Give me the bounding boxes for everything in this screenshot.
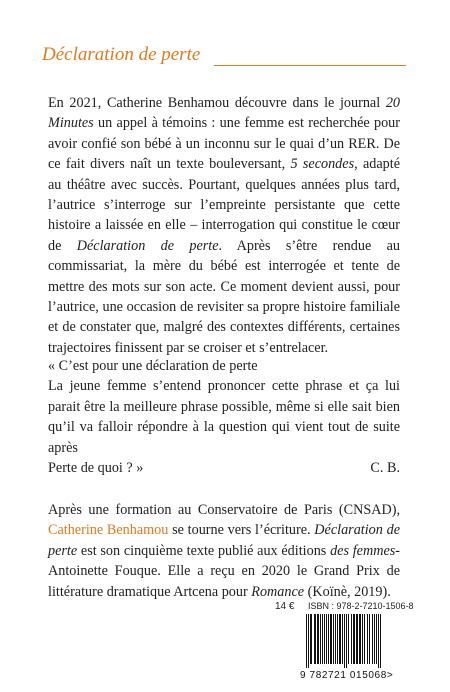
barcode-arrow: > bbox=[386, 670, 394, 681]
quote-block bbox=[48, 356, 400, 478]
barcode-bar bbox=[322, 614, 323, 664]
barcode-bar bbox=[378, 614, 379, 668]
price-label: 14 € bbox=[275, 601, 295, 612]
publisher-name: des femmes bbox=[330, 542, 396, 559]
barcode-bar bbox=[369, 614, 370, 664]
barcode-bar bbox=[353, 614, 355, 664]
journal-name: 20 Minutes bbox=[48, 95, 400, 132]
book-title-inline: Déclaration de perte bbox=[48, 522, 400, 559]
barcode bbox=[300, 614, 404, 682]
barcode-bar bbox=[320, 614, 321, 664]
summary-text: . Après s’être rendue au commissariat, la mère du bébé est interrogée et tente de mettre des mots sur son acte. Ce moment devient aussi, pour l’autrice, une occasion de revisiter sa propre histoire familiale et de constater que, malgré des contextes différents, certaines trajectoires finissent par se croiser et s’entrelacer. bbox=[48, 237, 400, 356]
barcode-bar bbox=[310, 614, 312, 664]
barcode-bar bbox=[356, 614, 358, 664]
bio-text: (Koïnè, 2019). bbox=[304, 583, 391, 600]
quote-closing bbox=[48, 458, 400, 478]
barcode-bar bbox=[372, 614, 373, 664]
summary-text: En 2021, Catherine Benhamou découvre dans le journal bbox=[48, 95, 386, 111]
title-rule bbox=[214, 65, 406, 66]
barcode-number: 9 782721 015068 bbox=[300, 670, 387, 681]
barcode-bars bbox=[300, 614, 404, 670]
barcode-bar bbox=[339, 614, 341, 664]
barcode-bar bbox=[376, 614, 377, 664]
author-name: Catherine Benhamou bbox=[48, 522, 169, 539]
play-title: 5 secondes bbox=[290, 156, 355, 173]
summary-paragraph bbox=[48, 93, 400, 358]
barcode-bar bbox=[328, 614, 329, 664]
summary-text: un appel à témoins : une femme est recherchée pour avoir confié son bébé à un inconnu sur le quai d’un RER. De ce fait divers naît un texte bouleversant, bbox=[48, 115, 400, 173]
barcode-bar bbox=[351, 614, 352, 664]
barcode-bar bbox=[317, 614, 319, 664]
barcode-bar bbox=[335, 614, 336, 664]
barcode-bar bbox=[380, 614, 381, 668]
bio-text: est son cinquième texte publié aux éditions bbox=[77, 542, 331, 559]
quote-signature: C. B. bbox=[370, 460, 400, 477]
barcode-bar bbox=[342, 614, 343, 664]
barcode-bar bbox=[364, 614, 365, 664]
book-title-inline: Déclaration de perte bbox=[76, 237, 219, 254]
barcode-bar bbox=[306, 614, 307, 668]
quote-body: La jeune femme s’entend prononcer cette phrase et ça lui parait être la meilleure phrase possible, même si elle sait bien qu’il va falloir répondre à la question qui vient tout de suite après bbox=[48, 378, 400, 456]
barcode-bar bbox=[326, 614, 327, 664]
barcode-bar bbox=[362, 614, 363, 664]
barcode-bar bbox=[333, 614, 334, 664]
barcode-bar bbox=[367, 614, 368, 664]
title-row bbox=[42, 44, 408, 74]
barcode-bar bbox=[330, 614, 332, 664]
barcode-digits bbox=[300, 670, 404, 681]
barcode-bar bbox=[359, 614, 361, 664]
quote-line: « C’est pour une déclaration de perte bbox=[48, 358, 258, 374]
barcode-bar bbox=[348, 614, 349, 664]
isbn-label: ISBN : 978-2-7210-1506-8 bbox=[308, 601, 414, 611]
barcode-bar bbox=[324, 614, 325, 664]
barcode-bar bbox=[308, 614, 309, 668]
bio-text: se tourne vers l’écriture. bbox=[168, 522, 315, 539]
award-work-title: Romance bbox=[251, 583, 305, 600]
barcode-bar bbox=[314, 614, 316, 664]
book-title: Déclaration de perte bbox=[42, 44, 201, 65]
bio-text: -Antoinette Fouque. Elle a reçu en 2020 le Grand Prix de littérature dramatique Artcena pour bbox=[48, 542, 400, 600]
summary-text: , adapté au théâtre avec succès. Pourtant, quelques années plus tard, l’autrice s’interroge sur l’empreinte persistante que cette histoire a laissée en elle – interrogation qui constitue le cœur de bbox=[48, 156, 400, 254]
quote-last-line: Perte de quoi ? » bbox=[48, 460, 144, 477]
bio-text: Après une formation au Conservatoire de Paris (CNSAD), bbox=[48, 502, 400, 518]
barcode-bar bbox=[344, 614, 345, 668]
barcode-bar bbox=[374, 614, 375, 664]
barcode-bar bbox=[337, 614, 338, 664]
barcode-bar bbox=[346, 614, 347, 668]
author-bio bbox=[48, 500, 400, 602]
